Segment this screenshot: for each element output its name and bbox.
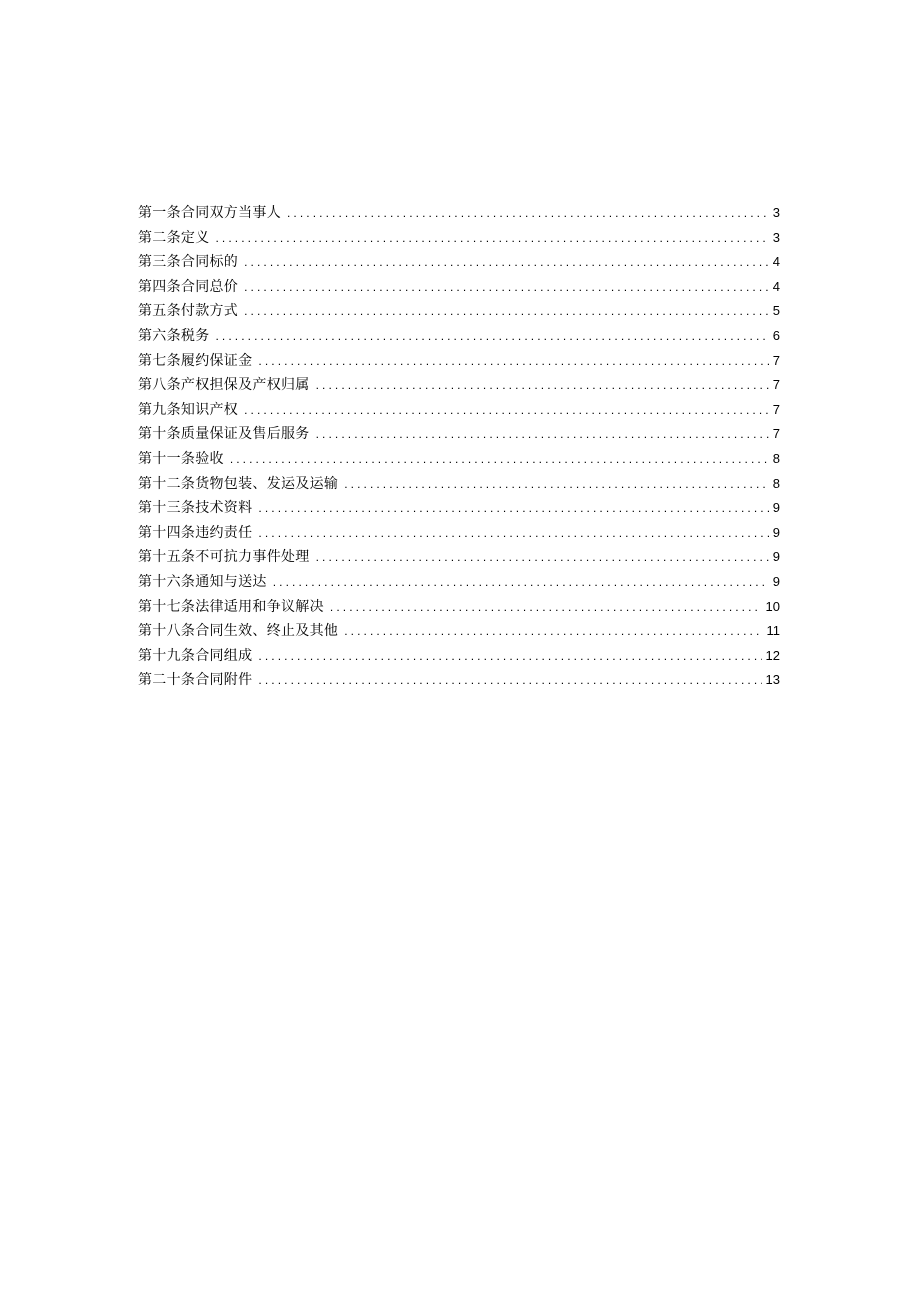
toc-entry-title: 第十四条违约责任	[138, 524, 253, 541]
toc-page-number: 7	[772, 401, 780, 417]
toc-entry-title: 第三条合同标的	[138, 254, 239, 271]
toc-dot-leader	[316, 422, 769, 447]
toc-dot-leader	[258, 496, 768, 521]
toc-dot-leader	[258, 668, 761, 693]
toc-entry-title: 第四条合同总价	[138, 278, 239, 295]
toc-entry-title: 第十七条法律适用和争议解决	[138, 598, 324, 615]
toc-entry[interactable]	[138, 275, 780, 300]
toc-entry-title: 第十三条技术资料	[138, 500, 253, 517]
toc-entry[interactable]	[138, 373, 780, 398]
toc-page-number: 6	[772, 327, 780, 343]
toc-page-number: 8	[772, 450, 780, 466]
toc-dot-leader	[258, 349, 768, 374]
toc-entry[interactable]	[138, 472, 780, 497]
toc-page-number: 9	[772, 524, 780, 540]
toc-entry[interactable]	[138, 349, 780, 374]
toc-page-number: 11	[766, 623, 780, 639]
toc-entry[interactable]	[138, 521, 780, 546]
toc-page-number: 12	[765, 647, 780, 663]
toc-page-number: 9	[772, 573, 780, 589]
table-of-contents	[138, 201, 780, 693]
toc-page-number: 4	[772, 254, 780, 270]
toc-entry[interactable]	[138, 324, 780, 349]
toc-entry-title: 第十六条通知与送达	[138, 573, 267, 590]
toc-page-number: 10	[765, 598, 780, 614]
toc-entry[interactable]	[138, 619, 780, 644]
toc-dot-leader	[230, 447, 769, 472]
toc-entry[interactable]	[138, 570, 780, 595]
toc-entry-title: 第七条履约保证金	[138, 352, 253, 369]
toc-dot-leader	[216, 324, 769, 349]
toc-entry[interactable]	[138, 398, 780, 423]
toc-entry-title: 第十二条货物包装、发运及运输	[138, 475, 339, 492]
toc-page-number: 9	[772, 500, 780, 516]
toc-page-number: 13	[765, 672, 780, 688]
toc-entry-title: 第十条质量保证及售后服务	[138, 426, 310, 443]
toc-dot-leader	[273, 570, 769, 595]
toc-dot-leader	[216, 226, 769, 251]
toc-entry[interactable]	[138, 644, 780, 669]
toc-page-number: 5	[772, 303, 780, 319]
toc-dot-leader	[316, 545, 769, 570]
toc-dot-leader	[244, 299, 769, 324]
toc-entry-title: 第十五条不可抗力事件处理	[138, 549, 310, 566]
toc-entry[interactable]	[138, 496, 780, 521]
toc-entry[interactable]	[138, 447, 780, 472]
toc-page-number: 9	[772, 549, 780, 565]
toc-page-number: 4	[772, 278, 780, 294]
toc-entry[interactable]	[138, 595, 780, 620]
toc-entry-title: 第十一条验收	[138, 450, 224, 467]
toc-entry[interactable]	[138, 226, 780, 251]
toc-page-number: 3	[772, 229, 780, 245]
toc-entry[interactable]	[138, 545, 780, 570]
toc-page-number: 7	[772, 352, 780, 368]
toc-entry[interactable]	[138, 201, 780, 226]
toc-entry-title: 第十八条合同生效、终止及其他	[138, 623, 339, 640]
toc-entry[interactable]	[138, 299, 780, 324]
toc-entry-title: 第九条知识产权	[138, 401, 239, 418]
toc-entry[interactable]	[138, 422, 780, 447]
toc-dot-leader	[344, 619, 762, 644]
toc-entry[interactable]	[138, 250, 780, 275]
toc-page-number: 3	[772, 205, 780, 220]
toc-entry-title: 第八条产权担保及产权归属	[138, 377, 310, 394]
toc-entry-title: 第五条付款方式	[138, 303, 239, 320]
toc-dot-leader	[244, 250, 769, 275]
toc-dot-leader	[244, 275, 769, 300]
toc-dot-leader	[316, 373, 769, 398]
toc-dot-leader	[287, 201, 769, 226]
toc-entry[interactable]	[138, 668, 780, 693]
toc-dot-leader	[344, 472, 769, 497]
toc-entry-title: 第十九条合同组成	[138, 647, 253, 664]
toc-page-number: 7	[772, 426, 780, 442]
toc-dot-leader	[258, 644, 761, 669]
toc-entry-title: 第二十条合同附件	[138, 672, 253, 689]
toc-entry-title: 第二条定义	[138, 229, 210, 246]
toc-page-number: 7	[772, 377, 780, 393]
toc-dot-leader	[258, 521, 768, 546]
toc-dot-leader	[244, 398, 769, 423]
toc-entry-title: 第一条合同双方当事人	[138, 205, 281, 221]
toc-page-number: 8	[772, 475, 780, 491]
toc-entry-title: 第六条税务	[138, 327, 210, 344]
toc-dot-leader	[330, 595, 762, 620]
